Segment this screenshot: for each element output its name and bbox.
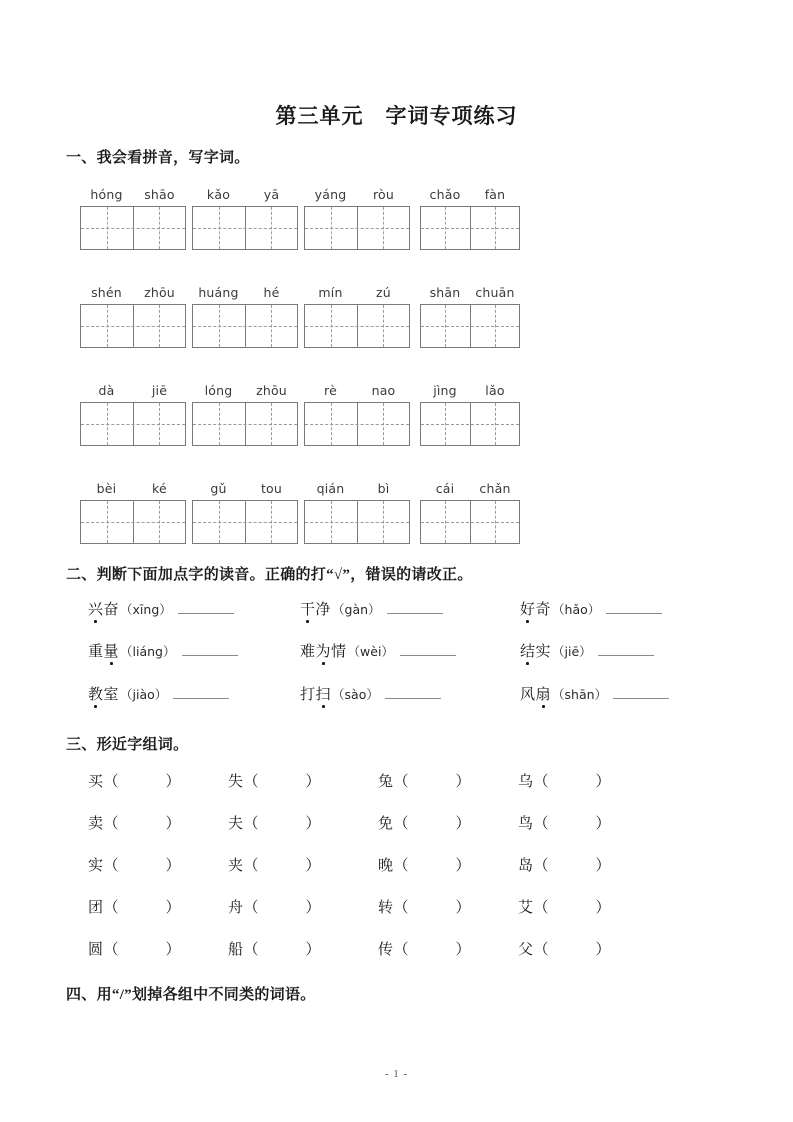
tianzige-box[interactable]	[304, 500, 410, 544]
word-blank-parentheses[interactable]: （ ）	[103, 942, 182, 958]
pinyin-syllable: shén	[91, 285, 122, 300]
word-blank-parentheses[interactable]: （ ）	[393, 816, 472, 832]
pinyin-syllable: yáng	[314, 187, 347, 202]
dotted-character: 教	[88, 683, 104, 704]
tianzige-cell[interactable]	[81, 207, 133, 249]
pinyin-syllable: tou	[260, 481, 283, 496]
similar-character: 艾	[518, 900, 534, 916]
similar-character-item	[88, 938, 181, 959]
similar-character-row	[0, 854, 793, 896]
pinyin-syllable: ròu	[372, 187, 395, 202]
pinyin-row	[0, 180, 793, 256]
word-blank-parentheses[interactable]: （ ）	[243, 816, 322, 832]
pronunciation-item	[88, 640, 238, 661]
dotted-character: 扇	[536, 683, 552, 704]
word-character: 情	[331, 644, 347, 660]
pinyin-labels	[80, 180, 186, 202]
word-blank-parentheses[interactable]: （ ）	[533, 816, 612, 832]
word-blank-parentheses[interactable]: （ ）	[243, 900, 322, 916]
pinyin-syllable: yā	[263, 187, 280, 202]
pinyin-syllable: zhōu	[144, 285, 175, 300]
dotted-character: 结	[520, 640, 536, 661]
similar-character-item	[518, 938, 611, 959]
dotted-character: 为	[316, 640, 332, 661]
similar-character: 圆	[88, 942, 104, 958]
pinyin-syllable: chǎn	[479, 481, 511, 496]
similar-character-item	[518, 896, 611, 917]
pinyin-word-group	[304, 278, 410, 348]
answer-blank-line[interactable]	[606, 600, 662, 614]
pinyin-word-group	[80, 180, 186, 250]
pronunciation-row	[0, 683, 793, 725]
similar-character-item	[228, 896, 321, 917]
similar-character: 船	[228, 942, 244, 958]
pinyin-labels	[80, 376, 186, 398]
pinyin-word-group	[420, 180, 520, 250]
pinyin-labels	[304, 376, 410, 398]
tianzige-cell[interactable]	[470, 403, 520, 445]
pronunciation-pinyin: （sào）	[332, 687, 379, 702]
tianzige-box[interactable]	[192, 402, 298, 446]
pronunciation-item	[520, 598, 662, 619]
word-character: 难	[300, 644, 316, 660]
similar-character-item	[228, 854, 321, 875]
pinyin-syllable: chuān	[475, 285, 515, 300]
tianzige-cell[interactable]	[193, 403, 245, 445]
tianzige-cell[interactable]	[133, 207, 186, 249]
tianzige-box[interactable]	[192, 500, 298, 544]
word-blank-parentheses[interactable]: （ ）	[103, 858, 182, 874]
pinyin-word-group	[192, 278, 298, 348]
tianzige-box[interactable]	[420, 402, 520, 446]
pinyin-syllable: gǔ	[210, 481, 227, 496]
tianzige-box[interactable]	[80, 500, 186, 544]
pinyin-syllable: chǎo	[429, 187, 461, 202]
similar-character: 转	[378, 900, 394, 916]
answer-blank-line[interactable]	[613, 685, 669, 699]
tianzige-box[interactable]	[80, 402, 186, 446]
similar-character-item	[518, 854, 611, 875]
similar-character: 晚	[378, 858, 394, 874]
pinyin-syllable: shāo	[144, 187, 175, 202]
word-character: 实	[535, 644, 552, 660]
tianzige-cell[interactable]	[421, 305, 470, 347]
word-blank-parentheses[interactable]: （ ）	[243, 774, 322, 790]
similar-character-item	[228, 770, 321, 791]
pinyin-labels	[420, 278, 520, 300]
similar-character: 团	[88, 900, 104, 916]
tianzige-box[interactable]	[192, 206, 298, 250]
answer-blank-line[interactable]	[387, 600, 443, 614]
pinyin-syllable: jiē	[151, 383, 168, 398]
similar-character-item	[378, 938, 471, 959]
tianzige-box[interactable]	[80, 304, 186, 348]
answer-blank-line[interactable]	[182, 642, 238, 656]
dotted-character: 量	[104, 640, 120, 661]
tianzige-cell[interactable]	[245, 207, 298, 249]
pronunciation-word	[88, 640, 119, 661]
pinyin-row	[0, 376, 793, 452]
pronunciation-pinyin: （liáng）	[120, 644, 176, 659]
tianzige-cell[interactable]	[81, 501, 133, 543]
similar-character: 夫	[228, 816, 244, 832]
pinyin-labels	[304, 278, 410, 300]
tianzige-cell[interactable]	[357, 305, 410, 347]
tianzige-box[interactable]	[420, 304, 520, 348]
answer-blank-line[interactable]	[598, 642, 654, 656]
section-heading-three: 三、形近字组词。	[66, 737, 189, 753]
pinyin-syllable: bèi	[96, 481, 117, 496]
similar-character: 父	[518, 942, 534, 958]
pronunciation-item	[88, 683, 229, 704]
similar-character-item	[88, 812, 181, 833]
pinyin-word-group	[192, 376, 298, 446]
pinyin-syllable: jìng	[433, 383, 457, 398]
tianzige-cell[interactable]	[193, 305, 245, 347]
dotted-character: 好	[520, 598, 536, 619]
tianzige-box[interactable]	[304, 206, 410, 250]
word-blank-parentheses[interactable]: （ ）	[393, 942, 472, 958]
similar-character-row	[0, 812, 793, 854]
pronunciation-row	[0, 598, 793, 640]
tianzige-cell[interactable]	[470, 207, 520, 249]
pinyin-syllable: zhōu	[256, 383, 287, 398]
pronunciation-word	[88, 683, 119, 704]
pinyin-labels	[192, 376, 298, 398]
similar-character: 卖	[88, 816, 104, 832]
pinyin-word-group	[192, 474, 298, 544]
pinyin-word-group	[80, 474, 186, 544]
pronunciation-word	[300, 598, 331, 619]
tianzige-cell[interactable]	[245, 305, 298, 347]
pronunciation-item	[300, 683, 441, 704]
tianzige-cell[interactable]	[357, 501, 410, 543]
tianzige-cell[interactable]	[133, 305, 186, 347]
word-blank-parentheses[interactable]: （ ）	[533, 774, 612, 790]
pinyin-syllable: lǎo	[485, 383, 505, 398]
similar-character: 失	[228, 774, 244, 790]
pinyin-syllable: lóng	[204, 383, 233, 398]
pinyin-labels	[192, 278, 298, 300]
word-blank-parentheses[interactable]: （ ）	[533, 900, 612, 916]
similar-character-item	[378, 854, 471, 875]
word-blank-parentheses[interactable]: （ ）	[243, 942, 322, 958]
pronunciation-pinyin: （hǎo）	[552, 602, 601, 617]
tianzige-cell[interactable]	[470, 305, 520, 347]
pronunciation-item	[520, 640, 654, 661]
tianzige-cell[interactable]	[305, 403, 357, 445]
tianzige-cell[interactable]	[133, 501, 186, 543]
tianzige-box[interactable]	[304, 402, 410, 446]
similar-character-item	[88, 854, 181, 875]
similar-character-item	[378, 770, 471, 791]
pronunciation-word	[300, 640, 347, 661]
pronunciation-word	[88, 598, 119, 619]
word-character: 净	[315, 602, 332, 618]
word-character: 奇	[535, 602, 552, 618]
word-character: 重	[88, 644, 104, 660]
word-blank-parentheses[interactable]: （ ）	[103, 774, 182, 790]
section-heading-two: 二、判断下面加点字的读音。正确的打“√”，错误的请改正。	[66, 567, 473, 583]
pronunciation-word	[300, 683, 331, 704]
pinyin-syllable: bì	[377, 481, 390, 496]
pinyin-row	[0, 474, 793, 550]
pinyin-syllable: hé	[263, 285, 280, 300]
pinyin-syllable: zú	[376, 285, 391, 300]
pinyin-word-group	[420, 474, 520, 544]
similar-character: 传	[378, 942, 394, 958]
similar-character-row	[0, 938, 793, 980]
pinyin-word-group	[80, 278, 186, 348]
pronunciation-pinyin: （gàn）	[332, 602, 381, 617]
tianzige-cell[interactable]	[421, 501, 470, 543]
pinyin-labels	[80, 278, 186, 300]
similar-character: 实	[88, 858, 104, 874]
similar-character: 鸟	[518, 816, 534, 832]
tianzige-cell[interactable]	[81, 403, 133, 445]
pinyin-word-group	[80, 376, 186, 446]
pronunciation-item	[300, 598, 443, 619]
pinyin-labels	[80, 474, 186, 496]
pinyin-syllable: qián	[316, 481, 345, 496]
pronunciation-word	[520, 683, 551, 704]
word-blank-parentheses[interactable]: （ ）	[103, 900, 182, 916]
tianzige-cell[interactable]	[193, 207, 245, 249]
pronunciation-item	[88, 598, 234, 619]
word-blank-parentheses[interactable]: （ ）	[243, 858, 322, 874]
pronunciation-row	[0, 640, 793, 682]
pinyin-labels	[420, 180, 520, 202]
pinyin-syllable: nao	[371, 383, 396, 398]
dotted-character: 兴	[88, 598, 104, 619]
tianzige-cell[interactable]	[421, 207, 470, 249]
pinyin-labels	[192, 474, 298, 496]
tianzige-box[interactable]	[420, 500, 520, 544]
word-blank-parentheses[interactable]: （ ）	[103, 816, 182, 832]
tianzige-cell[interactable]	[305, 501, 357, 543]
pinyin-syllable: dà	[98, 383, 115, 398]
pinyin-syllable: mín	[318, 285, 343, 300]
word-blank-parentheses[interactable]: （ ）	[393, 900, 472, 916]
word-blank-parentheses[interactable]: （ ）	[533, 942, 612, 958]
tianzige-cell[interactable]	[81, 305, 133, 347]
section-heading-four: 四、用“/”划掉各组中不同类的词语。	[66, 987, 316, 1003]
answer-blank-line[interactable]	[178, 600, 234, 614]
tianzige-cell[interactable]	[357, 403, 410, 445]
similar-character: 岛	[518, 858, 534, 874]
word-blank-parentheses[interactable]: （ ）	[533, 858, 612, 874]
pinyin-word-group	[304, 474, 410, 544]
pinyin-syllable: hóng	[90, 187, 123, 202]
tianzige-box[interactable]	[304, 304, 410, 348]
tianzige-cell[interactable]	[193, 501, 245, 543]
pronunciation-pinyin: （jiē）	[552, 644, 592, 659]
pinyin-syllable: ké	[152, 481, 167, 496]
answer-blank-line[interactable]	[385, 685, 441, 699]
similar-character-item	[518, 812, 611, 833]
similar-character: 兔	[378, 774, 394, 790]
similar-character-item	[518, 770, 611, 791]
word-character: 风	[520, 687, 536, 703]
pronunciation-word	[520, 640, 551, 661]
similar-character: 免	[378, 816, 394, 832]
tianzige-cell[interactable]	[357, 207, 410, 249]
tianzige-cell[interactable]	[470, 501, 520, 543]
pinyin-word-group	[304, 180, 410, 250]
word-blank-parentheses[interactable]: （ ）	[393, 858, 472, 874]
pinyin-word-group	[420, 376, 520, 446]
pinyin-syllable: cái	[435, 481, 455, 496]
similar-character-item	[88, 896, 181, 917]
pinyin-syllable: shān	[429, 285, 461, 300]
pinyin-syllable: fàn	[484, 187, 506, 202]
section-heading-one: 一、我会看拼音，写字词。	[66, 150, 250, 166]
word-character: 室	[103, 687, 120, 703]
pronunciation-pinyin: （xīng）	[120, 602, 172, 617]
pronunciation-pinyin: （jiào）	[120, 687, 168, 702]
pinyin-syllable: kǎo	[206, 187, 231, 202]
pinyin-syllable: huáng	[198, 285, 239, 300]
pinyin-labels	[420, 474, 520, 496]
tianzige-cell[interactable]	[245, 403, 298, 445]
page-title: 第三单元 字词专项练习	[275, 104, 518, 128]
answer-blank-line[interactable]	[173, 685, 229, 699]
similar-character-row	[0, 770, 793, 812]
word-character: 打	[300, 687, 316, 703]
pinyin-labels	[420, 376, 520, 398]
pinyin-labels	[192, 180, 298, 202]
similar-character: 乌	[518, 774, 534, 790]
similar-character-item	[228, 938, 321, 959]
word-blank-parentheses[interactable]: （ ）	[393, 774, 472, 790]
similar-character-item	[378, 896, 471, 917]
pronunciation-pinyin: （wèi）	[347, 644, 394, 659]
tianzige-box[interactable]	[80, 206, 186, 250]
dotted-character: 干	[300, 598, 316, 619]
tianzige-cell[interactable]	[305, 207, 357, 249]
answer-blank-line[interactable]	[400, 642, 456, 656]
page-footer: - 1 -	[384, 1068, 409, 1080]
similar-character-item	[88, 770, 181, 791]
tianzige-cell[interactable]	[245, 501, 298, 543]
word-character: 奋	[103, 602, 120, 618]
pinyin-labels	[304, 474, 410, 496]
pinyin-row	[0, 278, 793, 354]
tianzige-box[interactable]	[192, 304, 298, 348]
dotted-character: 扫	[316, 683, 332, 704]
pronunciation-pinyin: （shān）	[552, 687, 608, 702]
tianzige-cell[interactable]	[133, 403, 186, 445]
similar-character-item	[228, 812, 321, 833]
similar-character: 舟	[228, 900, 244, 916]
pronunciation-item	[520, 683, 669, 704]
pinyin-syllable: rè	[324, 383, 337, 398]
similar-character: 夹	[228, 858, 244, 874]
pinyin-word-group	[420, 278, 520, 348]
pinyin-labels	[304, 180, 410, 202]
pronunciation-word	[520, 598, 551, 619]
tianzige-box[interactable]	[420, 206, 520, 250]
tianzige-cell[interactable]	[305, 305, 357, 347]
similar-character: 买	[88, 774, 104, 790]
pronunciation-item	[300, 640, 456, 661]
similar-character-row	[0, 896, 793, 938]
similar-character-item	[378, 812, 471, 833]
pinyin-word-group	[304, 376, 410, 446]
pinyin-word-group	[192, 180, 298, 250]
tianzige-cell[interactable]	[421, 403, 470, 445]
